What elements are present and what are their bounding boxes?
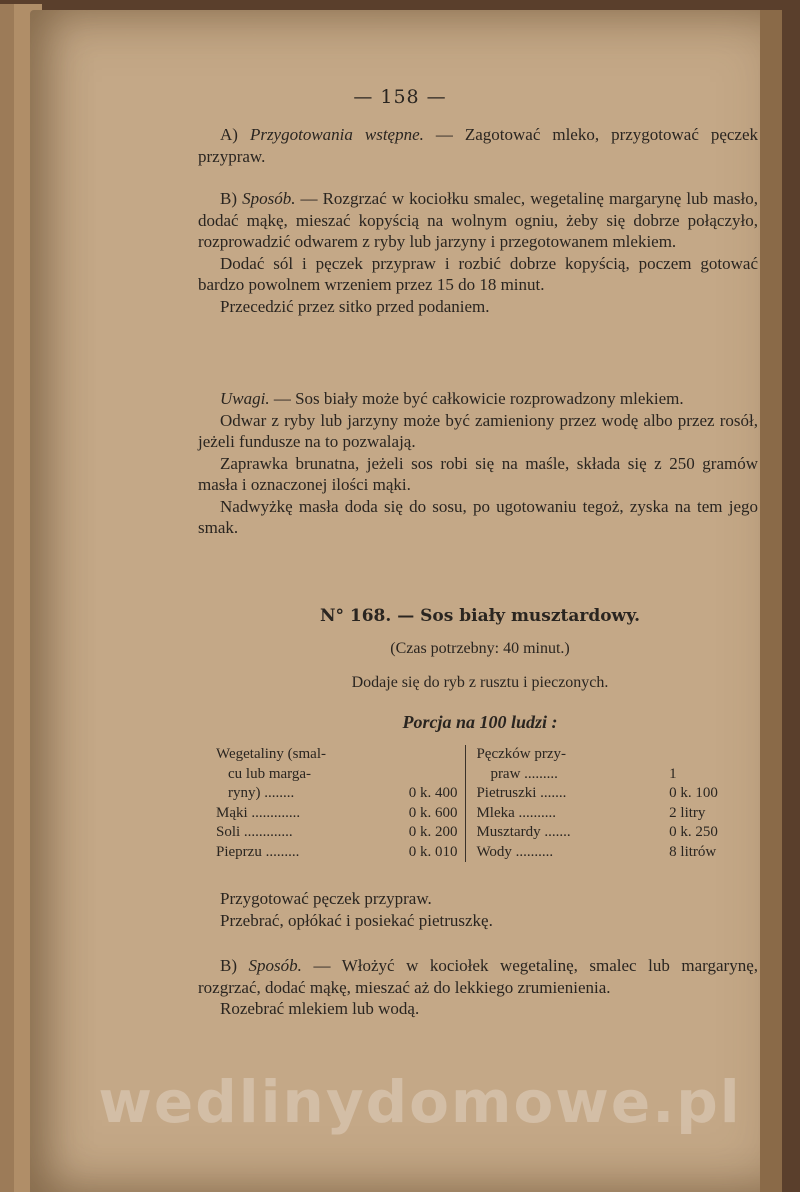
watermark: wedlinydomowe.pl <box>98 1068 742 1136</box>
ingredient-name: cu lub marga- <box>228 765 312 782</box>
ingredient-qty: 0 k. 400 <box>385 784 466 804</box>
recipe-portion: Porcja na 100 ludzi : <box>402 712 558 732</box>
section-b-text: — Rozgrzać w kociołku smalec, wegetalinę margarynę lub masło, dodać mąkę, mieszać kopyścią na wolnym ogniu, żeby się dobrze połączyło, rozprowadzić odwarem z ryby lub jarzyny i przegotowanem mlekiem. <box>198 189 759 251</box>
ingredient-qty: 1 <box>669 765 677 782</box>
ingredient-name: Pietruszki ....... <box>476 785 567 801</box>
table-row <box>214 843 754 863</box>
table-row <box>214 804 754 824</box>
section-a-label: A) <box>220 125 238 144</box>
remarks-paragraph-2: Odwar z ryby lub jarzyny może być zamieniony przez wodę albo przez rosół, jeżeli fundusze na to pozwalają. <box>198 410 758 451</box>
section-b <box>198 188 758 317</box>
ingredient-name: Pęczków przy- <box>476 746 566 762</box>
table-row <box>214 765 754 785</box>
section-a-lead: Przygotowania wstępne. <box>249 125 424 144</box>
remarks-paragraph-4: Nadwyżkę masła doda się do sosu, po ugotowaniu tegoż, zyska na tem jego smak. <box>198 496 758 537</box>
prep-paragraph-1: Przygotować pęczek przypraw. <box>220 889 432 908</box>
method-2-lead: Sposób. <box>248 956 302 975</box>
ingredients-table <box>214 745 754 862</box>
section-a-text: — Zagotować mleko, przygotować pęczek przypraw. <box>198 125 759 166</box>
section-a <box>198 124 758 167</box>
page-edge-right <box>760 10 782 1192</box>
ingredient-qty: 0 k. 100 <box>669 785 718 801</box>
ingredient-qty: 0 k. 010 <box>385 843 466 863</box>
ingredient-qty: 0 k. 200 <box>385 823 466 843</box>
prep-paragraph-2: Przebrać, opłókać i posiekać pietruszkę. <box>220 910 493 930</box>
remarks-paragraph-3: Zaprawka brunatna, jeżeli sos robi się na maśle, składa się z 250 gramów masła i oznaczonej ilości mąki. <box>198 453 758 494</box>
ingredient-qty <box>655 745 754 765</box>
table-row <box>214 745 754 765</box>
method-2 <box>198 955 758 1020</box>
ingredient-qty: 0 k. 600 <box>385 804 466 824</box>
section-b-paragraph-3: Przecedzić przez sitko przed podaniem. <box>220 296 490 316</box>
method-2-text: — Włożyć w kociołek wegetalinę, smalec lub margarynę, rozgrzać, dodać mąkę, mieszać aż do lekkiego zrumienienia. <box>198 956 759 997</box>
ingredient-name: ryny) ........ <box>228 785 295 801</box>
method-2-paragraph-2: Rozebrać mlekiem lub wodą. <box>220 999 420 1018</box>
remarks-text: — Sos biały może być całkowicie rozprowadzony mlekiem. <box>273 389 684 408</box>
remarks <box>198 388 758 539</box>
method-2-label: B) <box>220 956 237 975</box>
table-row <box>214 823 754 843</box>
recipe-usage: Dodaje się do ryb z rusztu i pieczonych. <box>351 674 609 691</box>
ingredient-name: Musztardy ....... <box>476 824 571 840</box>
table-row <box>214 784 754 804</box>
section-b-lead: Sposób. <box>242 189 296 208</box>
page-number: — 158 — <box>353 86 447 108</box>
section-b-paragraph-2: Dodać sól i pęczek przypraw i rozbić dobrze kopyścią, poczem gotować bardzo powolnem wrzeniem przez 15 do 18 minut. <box>198 253 758 294</box>
ingredient-qty: 2 litry <box>669 804 706 821</box>
ingredient-name: Wegetaliny (smal- <box>216 746 327 762</box>
section-b-label: B) <box>220 189 237 208</box>
ingredient-qty <box>385 765 466 785</box>
ingredient-name: Mleka .......... <box>476 804 557 821</box>
remarks-lead: Uwagi. <box>220 389 270 408</box>
ingredient-name: Pieprzu ......... <box>216 843 300 860</box>
ingredient-qty: 8 litrów <box>669 843 717 860</box>
ingredient-name: Wody .......... <box>476 843 554 860</box>
ingredient-name: Soli ............. <box>216 824 293 840</box>
preparation <box>198 888 758 931</box>
recipe-title: N° 168. — Sos biały musztardowy. <box>319 606 641 626</box>
ingredient-qty <box>385 745 466 765</box>
ingredient-name: Mąki ............. <box>216 804 301 821</box>
ingredient-name: praw ......... <box>490 765 558 782</box>
ingredient-qty: 0 k. 250 <box>669 824 718 840</box>
recipe-time: (Czas potrzebny: 40 minut.) <box>390 640 570 657</box>
